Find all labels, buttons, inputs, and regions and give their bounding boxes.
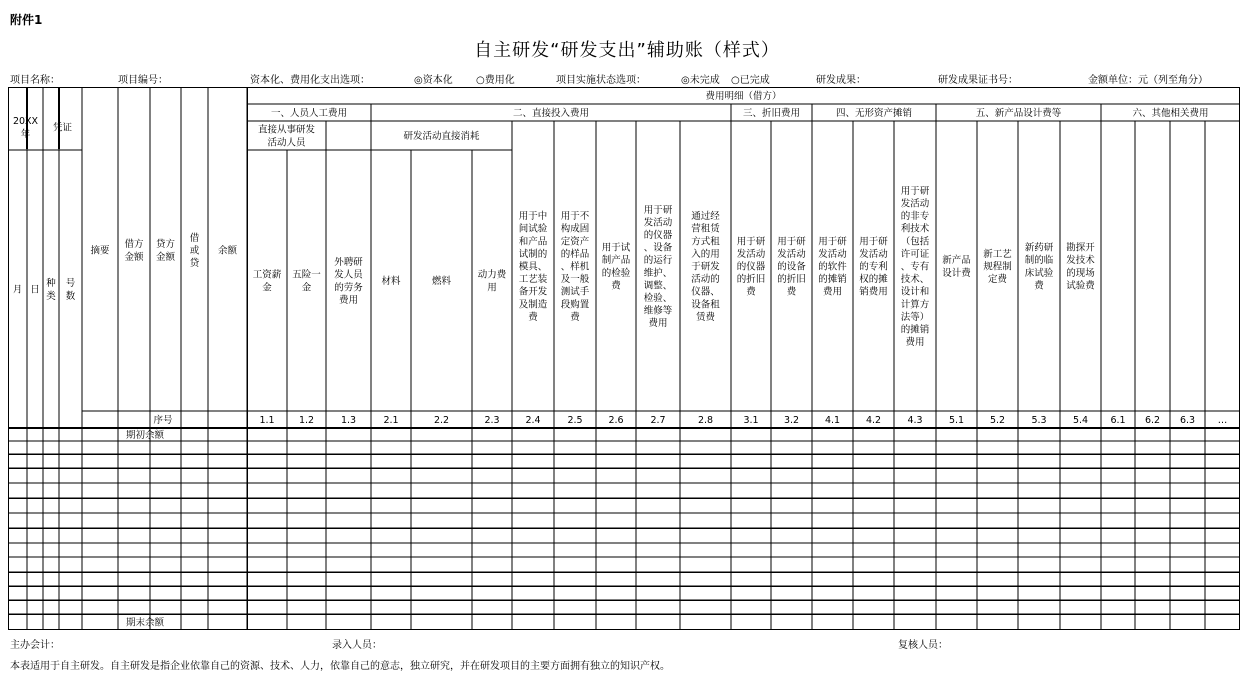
amount-unit-label: 金额单位：元（列至角分） xyxy=(1088,75,1208,86)
group-header-4: 四、无形资产摊销 xyxy=(835,108,913,120)
column-header-4-1: 用于研发活动的软件的摊销费用 xyxy=(818,236,847,298)
month-header: 月 xyxy=(12,284,23,296)
footnote: 本表适用于自主研发。自主研发是指企业依靠自己的资源、技术、人力，依靠自己的意志，独立研究，并在研发项目的主要方面拥有独立的知识产权。 xyxy=(10,661,670,672)
column-code: 4.2 xyxy=(865,415,882,427)
entry-person-label: 录入人员： xyxy=(332,640,382,651)
column-code: 6.1 xyxy=(1110,415,1126,427)
expense-detail-header: 费用明细（借方） xyxy=(705,91,782,103)
column-code: 6.2 xyxy=(1144,415,1161,427)
credit-amount-header: 贷方金额 xyxy=(155,239,176,263)
rd-result-label: 研发成果： xyxy=(816,75,866,86)
column-header-4-3: 用于研发活动的非专利技术（包括许可证、专有技术、设计和计算方法等）的摊销费用 xyxy=(900,185,930,349)
voucher-header: 凭证 xyxy=(52,122,73,134)
column-header-5-2: 新工艺规程制定费 xyxy=(983,248,1012,286)
column-header-3-2: 用于研发活动的设备的折旧费 xyxy=(777,236,806,298)
group-header-3: 三、折旧费用 xyxy=(742,108,801,120)
number-header: 号数 xyxy=(65,278,76,302)
group-header-5: 五、新产品设计费等 xyxy=(975,108,1062,120)
column-code: 3.2 xyxy=(783,415,800,427)
column-header-2-6: 用于试制产品的检验费 xyxy=(601,242,631,292)
year-header: 20XX 年 xyxy=(12,116,39,141)
group-header-2: 二、直接投入费用 xyxy=(512,108,590,120)
balance-header: 余额 xyxy=(217,245,238,257)
column-code: 1.3 xyxy=(340,415,357,427)
project-name-label: 项目名称： xyxy=(10,75,60,86)
column-code: 2.7 xyxy=(650,415,666,427)
status-option-label: 项目实施状态选项： xyxy=(556,75,646,86)
column-code: 2.4 xyxy=(525,415,541,427)
column-header-2-8: 通过经营租赁方式租入的用于研发活动的仪器、设备租赁费 xyxy=(691,211,720,323)
column-header-1-1: 工资薪金 xyxy=(252,269,282,294)
column-header-5-1: 新产品设计费 xyxy=(942,255,971,279)
closing-balance-label: 期末余额 xyxy=(125,617,165,629)
expensed-radio[interactable]: ○费用化 xyxy=(476,75,515,86)
certificate-number-label: 研发成果证书号： xyxy=(938,75,1018,86)
column-header-5-4: 勘探开发技术的现场试验费 xyxy=(1066,242,1095,292)
seq-label: 序号 xyxy=(153,415,173,427)
column-code: 2.6 xyxy=(608,415,624,427)
reviewer-label: 复核人员： xyxy=(898,640,948,651)
column-code: 1.1 xyxy=(259,415,275,427)
column-header-2-1: 材料 xyxy=(381,276,401,288)
column-code: 5.2 xyxy=(989,415,1006,427)
completed-radio[interactable]: ○已完成 xyxy=(731,75,770,86)
column-code: 4.3 xyxy=(907,415,923,427)
group-header-1: 一、人员人工费用 xyxy=(270,108,348,120)
column-code: … xyxy=(1217,415,1228,427)
ledger-table xyxy=(8,87,1240,630)
column-code: 5.4 xyxy=(1072,415,1089,427)
column-code: 2.5 xyxy=(567,415,583,427)
column-header-1-3: 外聘研发人员的劳务费用 xyxy=(334,257,363,306)
debit-amount-header: 借方金额 xyxy=(124,239,144,263)
opening-balance-label: 期初余额 xyxy=(125,430,165,442)
column-header-4-2: 用于研发活动的专利权的摊销费用 xyxy=(859,236,888,298)
column-code: 4.1 xyxy=(824,415,841,427)
capitalization-option-label: 资本化、费用化支出选项： xyxy=(250,75,370,86)
capitalized-radio[interactable]: ◎资本化 xyxy=(414,75,453,86)
column-code: 2.2 xyxy=(433,415,450,427)
column-header-2-3: 动力费用 xyxy=(477,269,507,294)
chief-accountant-label: 主办会计： xyxy=(10,640,60,651)
table-grid xyxy=(8,87,1240,630)
column-code: 1.2 xyxy=(298,415,315,427)
column-header-2-4: 用于中间试验和产品试制的模具、工艺装备开发及制造费 xyxy=(518,211,548,323)
column-code: 2.1 xyxy=(383,415,399,427)
group-header-6: 六、其他相关费用 xyxy=(1132,108,1209,120)
page-title: 自主研发“研发支出”辅助账（样式） xyxy=(474,40,780,61)
column-header-3-1: 用于研发活动的仪器的折旧费 xyxy=(736,236,766,298)
column-code: 2.3 xyxy=(484,415,500,427)
column-header-2-7: 用于研发活动的仪器、设备的运行维护、调整、检验、维修等费用 xyxy=(643,204,673,330)
not-completed-radio[interactable]: ◎未完成 xyxy=(681,75,720,86)
column-header-5-3: 新药研制的临床试验费 xyxy=(1024,242,1054,292)
column-code: 3.1 xyxy=(743,415,759,427)
table-cells xyxy=(13,90,1228,629)
column-code: 5.3 xyxy=(1031,415,1047,427)
column-header-2-5: 用于不构成固定资产的样品、样机及一般测试手段购置费 xyxy=(560,211,590,323)
kind-header: 种类 xyxy=(46,278,56,302)
column-header-2-2: 燃料 xyxy=(431,276,452,288)
day-header: 日 xyxy=(30,284,40,296)
subgroup-direct-staff: 直接从事研发活动人员 xyxy=(257,124,316,149)
attachment-label: 附件1 xyxy=(10,13,43,27)
info-bar xyxy=(0,71,1254,87)
column-code: 5.1 xyxy=(948,415,965,427)
column-header-1-2: 五险一金 xyxy=(292,269,321,294)
subgroup-direct-consumption: 研发活动直接消耗 xyxy=(403,131,480,143)
project-number-label: 项目编号： xyxy=(118,75,168,86)
summary-header: 摘要 xyxy=(90,245,110,257)
debit-or-credit-header: 借或贷 xyxy=(189,232,200,270)
column-code: 6.3 xyxy=(1179,415,1196,427)
column-code: 2.8 xyxy=(697,415,714,427)
